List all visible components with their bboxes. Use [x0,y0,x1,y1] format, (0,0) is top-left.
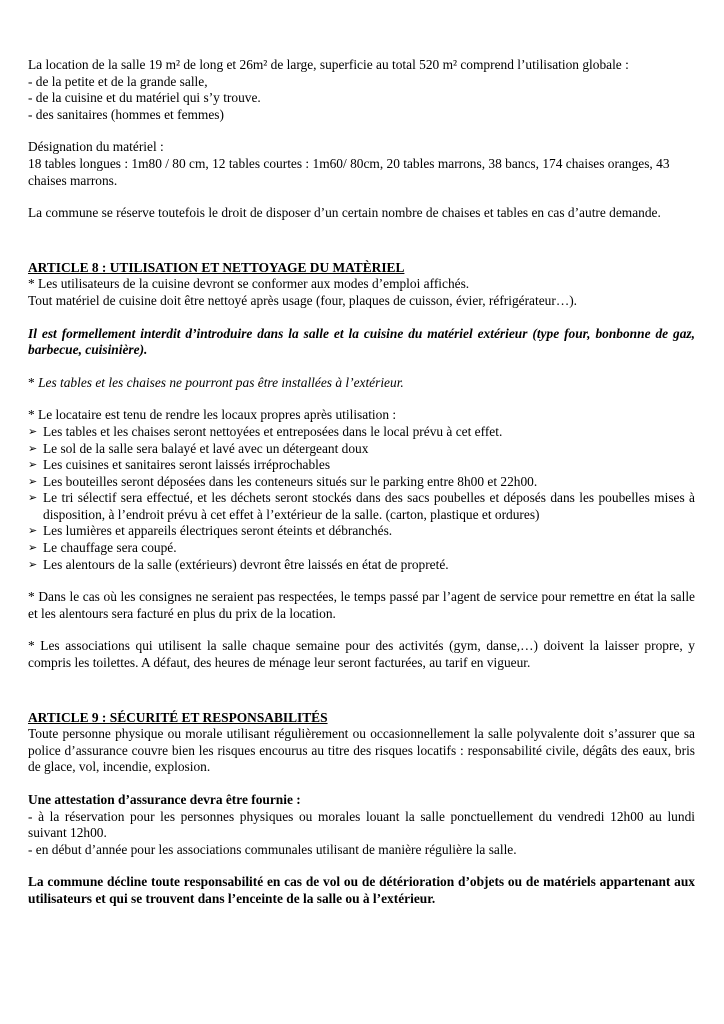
assurance-paragraph: Toute personne physique ou morale utilisant régulièrement ou occasionnellement la salle polyvalente doit s’assurer que sa police d’assurance couvre bien les risques encourus au titre des risques locatifs : responsabilité civile, dégâts des eaux, bris de glace, vol, incendie, explosion. [28,726,695,775]
attestation-label: Une attestation d’assurance devra être fournie : [28,792,301,807]
list-item [28,540,695,557]
article-8-heading: ARTICLE 8 : UTILISATION ET NETTOYAGE DU MATÈRIEL [28,259,405,275]
associations-paragraph: * Les associations qui utilisent la salle chaque semaine pour des activités (gym, danse,…) doivent la laisser propre, y compris les toilettes. A défaut, des heures de ménage leur seront facturées, au tarif en vigueur. [28,638,695,671]
arrow-bullet-icon: ➢ [28,541,38,555]
interdiction-paragraph: Il est formellement interdit d’introduire dans la salle et la cuisine du matériel extérieur (type four, bonbonne de gaz, barbecue, cuisinière). [28,325,695,358]
attestation-item-2: - en début d’année pour les associations communales utilisant de manière régulière la salle. [28,841,517,857]
list-item [28,441,695,458]
list-item [28,490,695,523]
list-item-text: Le tri sélectif sera effectué, et les déchets seront stockés dans des sacs poubelles et déposés dans les poubelles mises à disposition, à l’endroit prévu à cet effet à l’extérieur de la salle. (carton, plastique et ordures) [43,490,695,522]
list-item-text: Les alentours de la salle (extérieurs) devront être laissés en état de propreté. [43,556,449,572]
arrow-bullet-icon: ➢ [28,424,38,438]
list-item-text: Les bouteilles seront déposées dans les conteneurs situés sur le parking entre 8h00 et 22h00. [43,473,538,489]
asterisk: * [28,374,35,390]
list-item-text: Le sol de la salle sera balayé et lavé avec un détergeant doux [43,440,369,456]
arrow-bullet-icon: ➢ [28,491,38,505]
list-item [28,457,695,474]
list-item [28,474,695,491]
reserve-paragraph: La commune se réserve toutefois le droit de disposer d’un certain nombre de chaises et tables en cas d’autre demande. [28,205,661,221]
designation-text: 18 tables longues : 1m80 / 80 cm, 12 tables courtes : 1m60/ 80cm, 20 tables marrons, 38 bancs, 174 chaises oranges, 43 chaises marrons. [28,155,670,188]
consignes-paragraph: * Dans le cas où les consignes ne seraient pas respectées, le temps passé par l’agent de service pour remettre en état la salle et les alentours sera facturé en plus du prix de la location. [28,589,695,621]
tables-exterieur-text: Les tables et les chaises ne pourront pas être installées à l’extérieur. [38,374,404,390]
responsabilite-paragraph: La commune décline toute responsabilité en cas de vol ou de détérioration d’objets ou de matériels appartenant aux utilisateurs et qui se trouvent dans l’enceinte de la salle ou à l’extérieur. [28,874,695,906]
list-item [28,424,695,441]
list-item-text: Les cuisines et sanitaires seront laissés irréprochables [43,457,331,473]
intro-item-1: - de la petite et de la grande salle, [28,73,208,89]
intro-item-2: - de la cuisine et du matériel qui s’y trouve. [28,90,261,106]
list-item [28,557,695,574]
article-9-heading: ARTICLE 9 : SÉCURITÉ ET RESPONSABILITÉS [28,709,328,725]
intro-item-3: - des sanitaires (hommes et femmes) [28,106,224,122]
attestation-item-1: - à la réservation pour les personnes physiques ou morales louant la salle ponctuellement du vendredi 12h00 au lundi suivant 12h00. [28,808,695,841]
list-item-text: Les lumières et appareils électriques seront éteints et débranchés. [43,523,393,539]
arrow-bullet-icon: ➢ [28,557,38,571]
list-item [28,523,695,540]
list-item-text: Les tables et les chaises seront nettoyées et entreposées dans le local prévu à cet effet. [43,423,503,439]
arrow-bullet-icon: ➢ [28,524,38,538]
article-8-line-2: Tout matériel de cuisine doit être nettoyé après usage (four, plaques de cuisson, évier, réfrigérateur…). [28,292,578,308]
locataire-line: * Le locataire est tenu de rendre les locaux propres après utilisation : [28,407,397,423]
arrow-bullet-icon: ➢ [28,458,38,472]
article-8-line-1: * Les utilisateurs de la cuisine devront se conformer aux modes d’emploi affichés. [28,276,470,292]
arrow-bullet-icon: ➢ [28,441,38,455]
tables-exterieur-line [28,375,695,392]
cleaning-list [28,424,695,573]
list-item-text: Le chauffage sera coupé. [43,540,177,556]
designation-label: Désignation du matériel : [28,139,164,155]
intro-paragraph: La location de la salle 19 m² de long et 26m² de large, superficie au total 520 m² comprend l’utilisation globale : [28,57,629,72]
arrow-bullet-icon: ➢ [28,474,38,488]
